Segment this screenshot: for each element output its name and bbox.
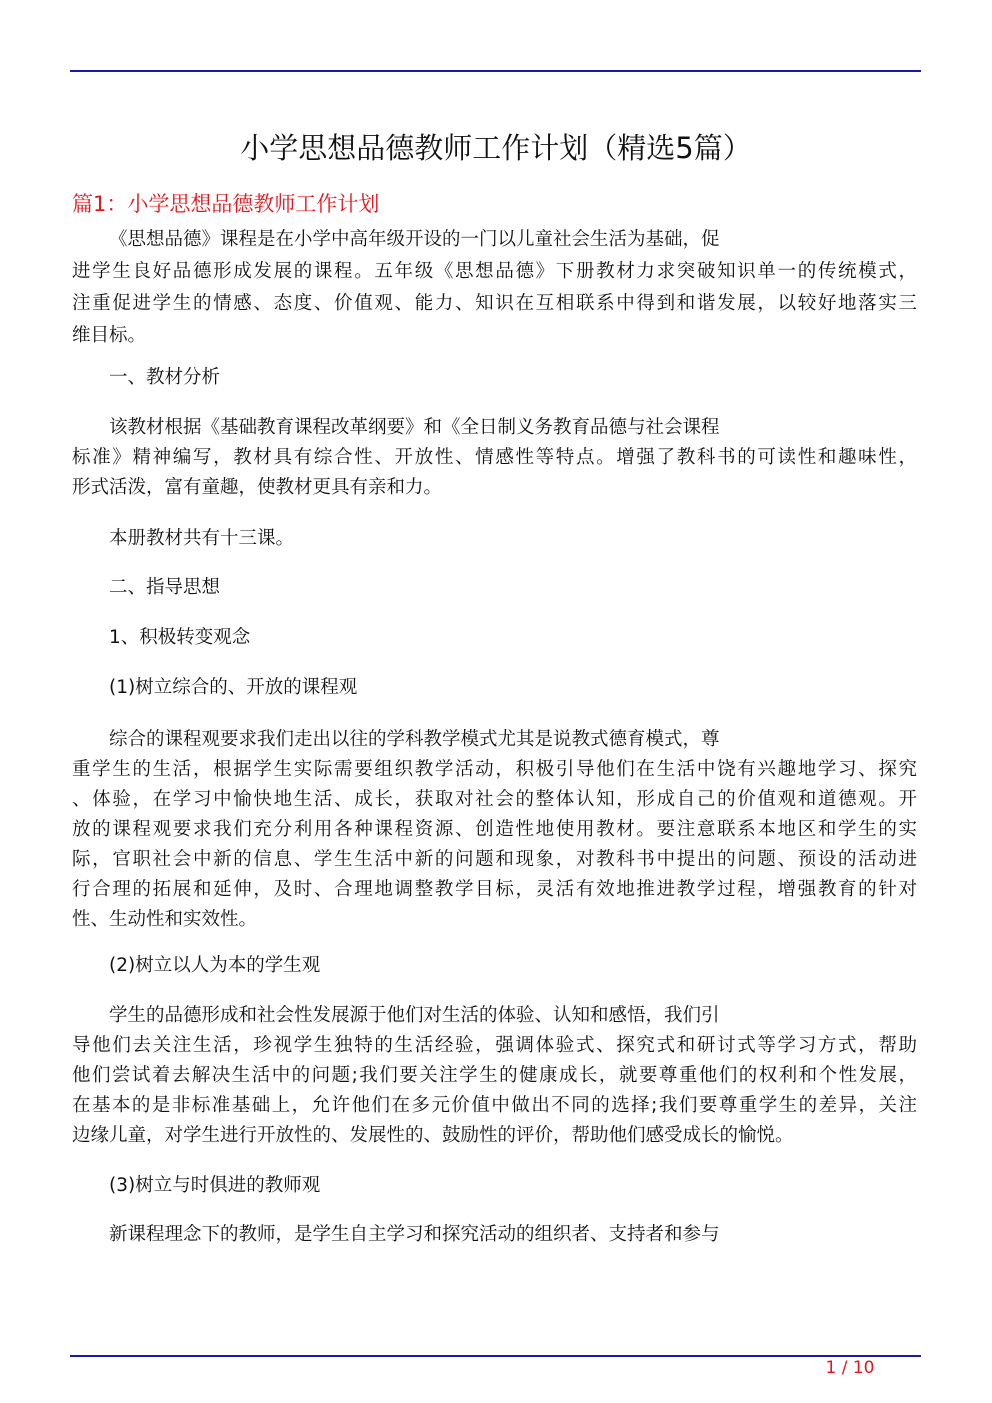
text-line: 本册教材共有十三课。 (109, 528, 295, 549)
text-line: 《思想品德》课程是在小学中高年级开设的一门以儿童社会生活为基础，促 (109, 229, 720, 250)
text-line: 学生的品德形成和社会性发展源于他们对生活的体验、认知和感悟，我们引 (109, 1005, 720, 1026)
text-line: 1、积极转变观念 (109, 627, 251, 648)
text-line: 重学生的生活，根据学生实际需要组织教学活动，积极引导他们在生活中饶有兴趣地学习、探究 (72, 759, 917, 780)
text-line: 标准》精神编写，教材具有综合性、开放性、情感性等特点。增强了教科书的可读性和趣味性， (72, 447, 917, 468)
text-line: 他们尝试着去解决生活中的问题;我们要关注学生的健康成长，就要尊重他们的权利和个性发展， (72, 1065, 917, 1086)
footer-rule (70, 1355, 921, 1357)
paragraph (72, 1220, 917, 1250)
text-line: 放的课程观要求我们充分利用各种课程资源、创造性地使用教材。要注意联系本地区和学生的实 (72, 819, 917, 840)
text-line: 进学生良好品德形成发展的课程。五年级《思想品德》下册教材力求突破知识单一的传统模式， (72, 261, 917, 282)
text-line: 维目标。 (72, 325, 147, 346)
paragraph (72, 623, 917, 653)
text-line: 、体验，在学习中愉快地生活、成长，获取对社会的整体认知，形成自己的价值观和道德观。开 (72, 789, 917, 810)
paragraph (72, 673, 917, 703)
text-line: 综合的课程观要求我们走出以往的学科教学模式尤其是说教式德育模式，尊 (109, 729, 720, 750)
text-line: 二、指导思想 (109, 577, 221, 598)
paragraph (72, 1171, 917, 1201)
text-line: 新课程理念下的教师，是学生自主学习和探究活动的组织者、支持者和参与 (109, 1224, 720, 1245)
paragraph (72, 413, 917, 503)
text-line: 注重促进学生的情感、态度、价值观、能力、知识在互相联系中得到和谐发展，以较好地落实三 (72, 293, 917, 314)
paragraph (72, 224, 917, 352)
text-line: 际，官职社会中新的信息、学生生活中新的问题和现象，对教科书中提出的问题、预设的活动进 (72, 849, 917, 870)
page-number: 1 / 10 (825, 1358, 875, 1378)
paragraph (72, 524, 917, 554)
header-rule (70, 70, 921, 72)
text-line: 该教材根据《基础教育课程改革纲要》和《全日制义务教育品德与社会课程 (109, 417, 720, 438)
section-heading: 篇1：小学思想品德教师工作计划 (72, 192, 380, 216)
text-line: (3)树立与时俱进的教师观 (109, 1175, 321, 1196)
paragraph (72, 363, 917, 393)
text-line: 在基本的是非标准基础上，允许他们在多元价值中做出不同的选择;我们要尊重学生的差异，关注 (72, 1095, 917, 1116)
text-line: 一、教材分析 (109, 367, 221, 388)
text-line: 边缘儿童，对学生进行开放性的、发展性的、鼓励性的评价，帮助他们感受成长的愉悦。 (72, 1125, 794, 1146)
document-title: 小学思想品德教师工作计划（精选5篇） (240, 131, 752, 165)
paragraph (72, 725, 917, 935)
text-line: 行合理的拓展和延伸，及时、合理地调整教学目标，灵活有效地推进教学过程，增强教育的针对 (72, 879, 917, 900)
text-line: 导他们去关注生活，珍视学生独特的生活经验，强调体验式、探究式和研讨式等学习方式，帮助 (72, 1035, 917, 1056)
paragraph (72, 951, 917, 981)
paragraph (72, 1001, 917, 1151)
text-line: 形式活泼，富有童趣，使教材更具有亲和力。 (72, 477, 443, 498)
text-line: 性、生动性和实效性。 (72, 909, 258, 930)
text-line: (1)树立综合的、开放的课程观 (109, 677, 358, 698)
paragraph (72, 573, 917, 603)
text-line: (2)树立以人为本的学生观 (109, 955, 321, 976)
